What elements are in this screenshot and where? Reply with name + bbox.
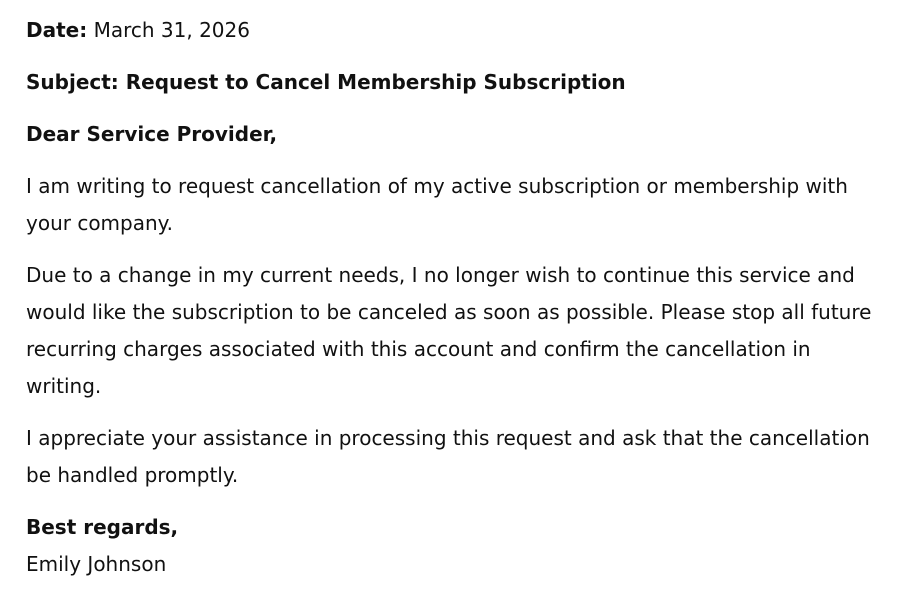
greeting: Dear Service Provider, [26, 122, 278, 146]
body-paragraph-2: Due to a change in my current needs, I no longer wish to continue this service and would like the subscription to be canceled as soon as possible. Please stop all future recurring charges associated with this account and confirm the cancellation in writing. [26, 263, 872, 398]
closing: Best regards, [26, 515, 179, 539]
letter-document [26, 12, 876, 583]
date-value: March 31, 2026 [87, 18, 250, 42]
body-paragraph-3: I appreciate your assistance in processing this request and ask that the cancellation be handled promptly. [26, 426, 870, 487]
subject-line: Subject: Request to Cancel Membership Subscription [26, 70, 626, 94]
signature: Emily Johnson [26, 552, 167, 576]
date-label: Date: [26, 18, 88, 42]
date-line [26, 12, 876, 49]
body-paragraph-1: I am writing to request cancellation of my active subscription or membership with your company. [26, 174, 848, 235]
